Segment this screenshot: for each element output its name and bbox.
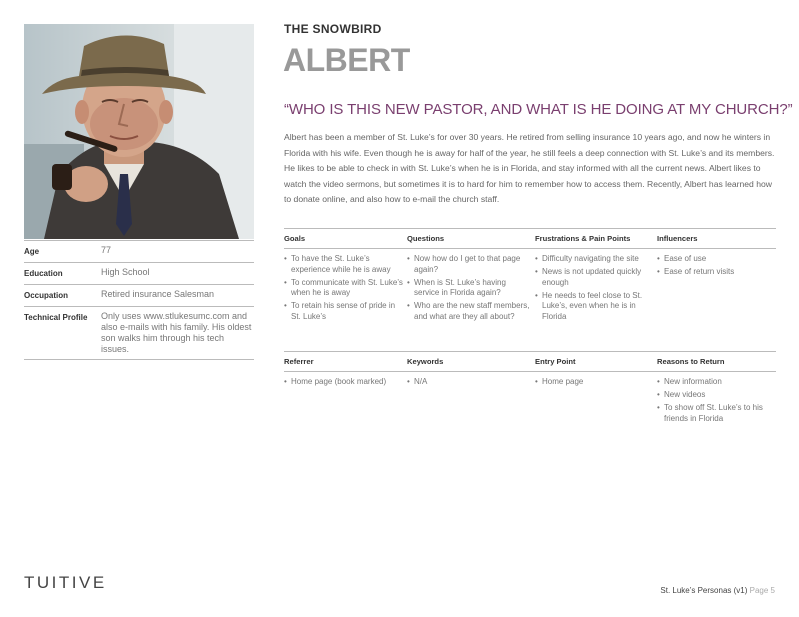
questions-column: [407, 254, 535, 325]
list-item: • Now how do I get to that page again?: [407, 254, 533, 275]
entry-grid: [284, 351, 776, 427]
list-item: • To communicate with St. Luke’s when he is away: [284, 278, 405, 299]
list-item: • Home page: [535, 377, 655, 388]
goals-column: [284, 254, 407, 325]
list-item: • Difficulty navigating the site: [535, 254, 655, 265]
list-item: • Ease of return visits: [657, 267, 774, 278]
profile-row-technical: [24, 307, 254, 360]
list-item: • News is not updated quickly enough: [535, 267, 655, 288]
profile-value: Only uses www.stlukesumc.com and also e-mails with his family. His oldest son walks him through his tech issues.: [101, 311, 252, 354]
list-item: • He needs to feel close to St. Luke’s, even when he is in Florida: [535, 291, 655, 323]
grid-header: Questions: [407, 234, 445, 243]
page-number: Page 5: [749, 586, 775, 595]
profile-row-occupation: [24, 285, 254, 307]
list-item: • Home page (book marked): [284, 377, 405, 388]
persona-bio: Albert has been a member of St. Luke’s for over 30 years. He retired from selling insurance 10 years ago, and now he winters in Florida with his wife. Even though he is away for half of the year, he still feels a deep connection with St. Luke’s and its members. He likes to be able to check in with St. Luke’s when he is in Florida, and stay informed with all the current news. Albert likes to watch the video sermons, but sometimes it is to hard for him to remember how to access them. Recently, Albert has learned how to donate online, and also how to e-mail the church staff.: [284, 132, 775, 204]
entry-point-column: [535, 377, 657, 427]
profile-table: [24, 240, 254, 360]
list-item: • New information: [657, 377, 774, 388]
grid-body: [284, 249, 776, 325]
frustrations-column: [535, 254, 657, 325]
grid-body: [284, 372, 776, 427]
list-item: • To retain his sense of pride in St. Luke’s: [284, 301, 405, 322]
list-item: • When is St. Luke’s having service in Florida again?: [407, 278, 533, 299]
grid-header: Influencers: [657, 234, 698, 243]
grid-header-row: [284, 228, 776, 249]
profile-label: Occupation: [24, 291, 69, 300]
document-title: St. Luke’s Personas (v1): [660, 586, 748, 595]
list-item: • To have the St. Luke’s experience while he is away: [284, 254, 405, 275]
profile-label: Technical Profile: [24, 313, 88, 322]
profile-value: 77: [101, 245, 112, 255]
referrer-column: [284, 377, 407, 427]
grid-header: Frustrations & Pain Points: [535, 234, 631, 243]
persona-name: ALBERT: [283, 42, 410, 78]
persona-quote: “WHO IS THIS NEW PASTOR, AND WHAT IS HE DOING AT MY CHURCH?”: [284, 101, 793, 118]
profile-row-age: [24, 241, 254, 263]
influencers-column: [657, 254, 776, 325]
keywords-column: [407, 377, 535, 427]
reasons-column: [657, 377, 776, 427]
persona-type-label: THE SNOWBIRD: [284, 22, 382, 36]
needs-grid: [284, 228, 776, 325]
list-item: • N/A: [407, 377, 533, 388]
grid-header: Reasons to Return: [657, 357, 725, 366]
list-item: • Who are the new staff members, and what are they all about?: [407, 301, 533, 322]
profile-label: Education: [24, 269, 63, 278]
page-footer: [660, 586, 775, 595]
list-item: • Ease of use: [657, 254, 774, 265]
grid-header: Keywords: [407, 357, 444, 366]
list-item: • To show off St. Luke’s to his friends in Florida: [657, 403, 774, 424]
profile-value: High School: [101, 267, 150, 277]
profile-value: Retired insurance Salesman: [101, 289, 215, 299]
grid-header: Goals: [284, 234, 306, 243]
grid-header: Entry Point: [535, 357, 576, 366]
tuitive-logo: TUITIVE: [24, 573, 107, 592]
list-item: • New videos: [657, 390, 774, 401]
grid-header: Referrer: [284, 357, 314, 366]
grid-header-row: [284, 351, 776, 372]
profile-label: Age: [24, 247, 40, 256]
profile-row-education: [24, 263, 254, 285]
persona-photo: [24, 24, 254, 239]
